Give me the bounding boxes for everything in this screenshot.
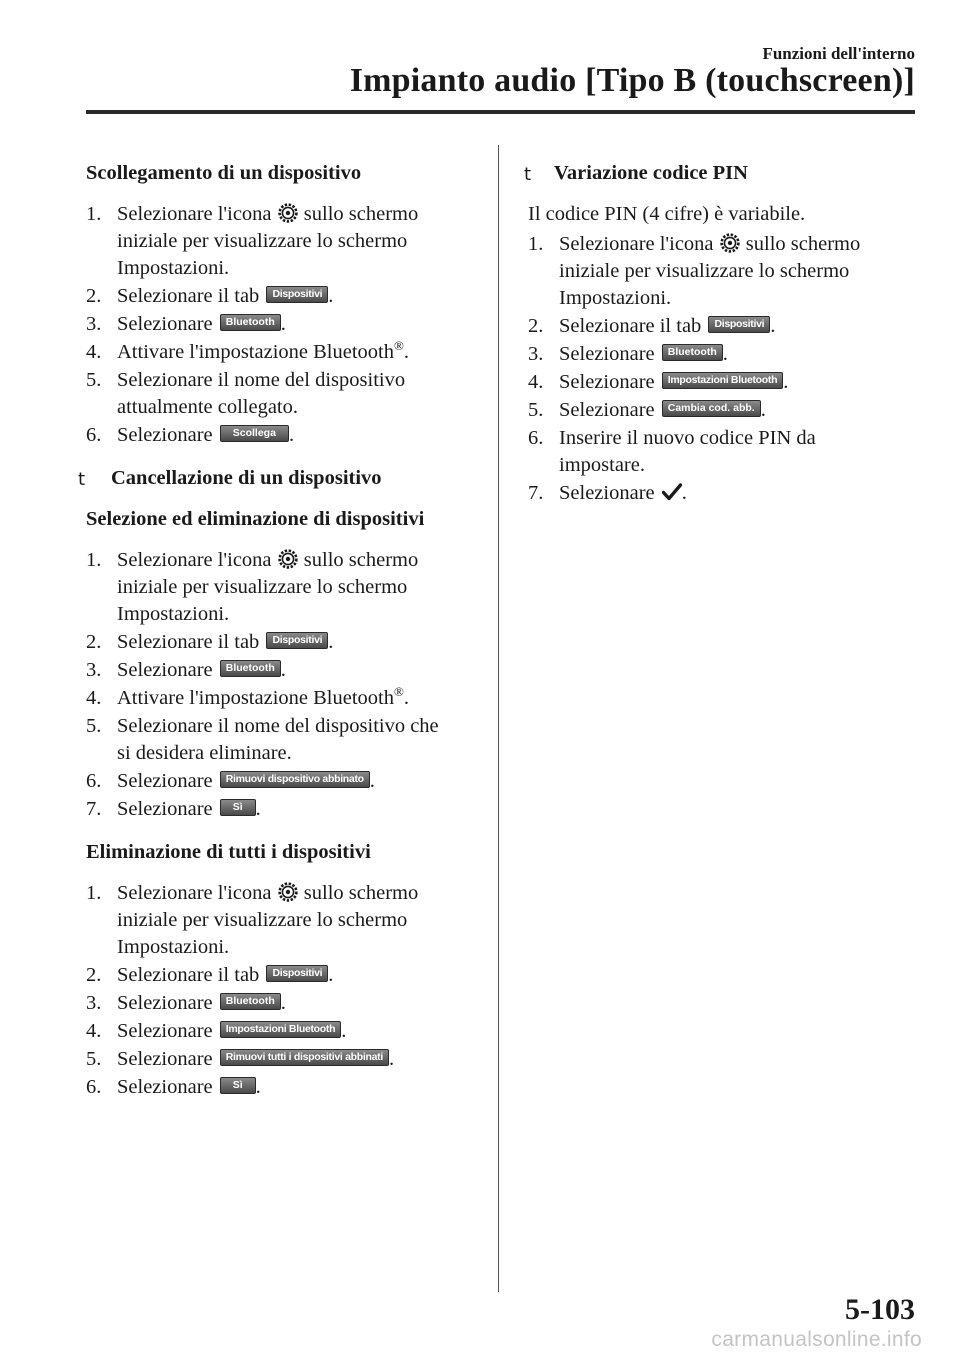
left-column xyxy=(78,160,481,1117)
period: . xyxy=(760,399,766,421)
period: . xyxy=(722,343,728,365)
step-text: iniziale per visualizzare lo schermo xyxy=(117,230,408,252)
list-item xyxy=(86,629,481,656)
step-text: Selezionare xyxy=(117,424,213,446)
step-number: 1. xyxy=(528,233,544,255)
step-text: Selezionare l'icona xyxy=(117,882,272,904)
period: . xyxy=(403,687,409,709)
step-number: 4. xyxy=(86,341,102,363)
step-text: Selezionare xyxy=(117,798,213,820)
period: . xyxy=(328,631,334,653)
step-number: 7. xyxy=(528,482,544,504)
step-number: 4. xyxy=(86,1020,102,1042)
delete-all-steps xyxy=(86,880,481,1101)
step-text: Selezionare il tab xyxy=(117,964,260,986)
period: . xyxy=(280,659,286,681)
list-item xyxy=(528,425,914,479)
header-section-label: Funzioni dell'interno xyxy=(762,44,915,63)
period: . xyxy=(403,341,409,363)
step-text: iniziale per visualizzare lo schermo xyxy=(117,576,408,598)
bluetooth-settings-button: Impostazioni Bluetooth xyxy=(662,372,783,389)
period: . xyxy=(770,315,776,337)
step-number: 1. xyxy=(86,882,102,904)
dispositivi-button: Dispositivi xyxy=(266,286,328,303)
step-text: sullo schermo xyxy=(303,882,419,904)
remove-paired-device-button: Rimuovi dispositivo abbinato xyxy=(220,771,370,788)
step-text: Selezionare xyxy=(559,482,655,504)
step-text: Selezionare il nome del dispositivo xyxy=(117,369,406,391)
column-divider xyxy=(498,145,499,1292)
step-text: sullo schermo xyxy=(303,549,419,571)
step-text: attualmente collegato. xyxy=(117,396,299,418)
step-text: Selezionare xyxy=(559,399,655,421)
gear-icon xyxy=(278,203,298,223)
list-item xyxy=(528,231,914,312)
step-text: Selezionare xyxy=(117,659,213,681)
list-item xyxy=(528,369,914,396)
list-item xyxy=(86,367,481,421)
period: . xyxy=(388,1048,395,1070)
step-number: 6. xyxy=(86,424,102,446)
page-number: 5-103 xyxy=(845,1293,915,1326)
select-delete-steps xyxy=(86,547,481,823)
step-text: sullo schermo xyxy=(745,233,861,255)
step-number: 4. xyxy=(86,687,102,709)
list-item xyxy=(86,201,481,282)
step-number: 2. xyxy=(86,631,102,653)
checkmark-icon xyxy=(662,483,682,501)
registered-mark: ® xyxy=(393,338,404,354)
dispositivi-button: Dispositivi xyxy=(266,632,328,649)
list-item xyxy=(528,480,914,507)
list-item xyxy=(86,311,481,338)
step-number: 5. xyxy=(528,399,544,421)
list-item xyxy=(86,713,481,767)
step-text: Attivare l'impostazione Bluetooth xyxy=(117,341,394,363)
step-number: 3. xyxy=(86,659,102,681)
section-marker: t xyxy=(78,469,86,490)
step-text: si desidera eliminare. xyxy=(117,742,292,764)
right-column xyxy=(514,160,914,523)
step-text: iniziale per visualizzare lo schermo xyxy=(117,909,408,931)
header-rule xyxy=(86,110,915,114)
pin-section-heading xyxy=(514,160,914,187)
step-number: 2. xyxy=(86,285,102,307)
bluetooth-button: Bluetooth xyxy=(220,993,281,1010)
step-text: Selezionare l'icona xyxy=(117,549,272,571)
list-item xyxy=(86,962,481,989)
pin-steps xyxy=(528,231,914,507)
list-item xyxy=(86,880,481,961)
step-text: Selezionare il tab xyxy=(117,285,260,307)
list-item xyxy=(86,339,481,366)
step-text: Selezionare il tab xyxy=(559,315,702,337)
list-item xyxy=(86,657,481,684)
section-marker: t xyxy=(524,164,532,185)
period: . xyxy=(280,313,286,335)
period: . xyxy=(288,424,295,446)
step-number: 2. xyxy=(528,315,544,337)
step-text: Impostazioni. xyxy=(117,936,230,958)
step-text: Impostazioni. xyxy=(117,257,230,279)
step-text: iniziale per visualizzare lo schermo xyxy=(559,260,850,282)
pin-intro: Il codice PIN (4 cifre) è variabile. xyxy=(528,203,806,225)
list-item xyxy=(86,768,481,795)
dispositivi-button: Dispositivi xyxy=(708,316,770,333)
step-text: Selezionare xyxy=(117,1048,213,1070)
period: . xyxy=(341,1020,347,1042)
step-text: Selezionare xyxy=(117,992,213,1014)
step-text: Inserire il nuovo codice PIN da xyxy=(559,427,816,449)
step-text: Selezionare il nome del dispositivo che xyxy=(117,715,439,737)
period: . xyxy=(255,798,261,820)
bluetooth-button: Bluetooth xyxy=(662,344,723,361)
deletion-heading-text: Cancellazione di un dispositivo xyxy=(111,467,382,489)
gear-icon xyxy=(278,549,298,569)
period: . xyxy=(280,992,286,1014)
disconnect-heading: Scollegamento di un dispositivo xyxy=(86,162,362,184)
step-number: 5. xyxy=(86,715,102,737)
step-number: 6. xyxy=(528,427,544,449)
change-pin-button: Cambia cod. abb. xyxy=(662,400,761,417)
watermark: carmanualsonline.info xyxy=(711,1328,922,1351)
list-item xyxy=(528,397,914,424)
step-number: 3. xyxy=(86,313,102,335)
yes-button: Sì xyxy=(220,799,256,816)
step-number: 1. xyxy=(86,203,102,225)
period: . xyxy=(369,770,375,792)
list-item xyxy=(86,547,481,628)
deletion-section-heading xyxy=(78,465,481,492)
step-text: Selezionare xyxy=(117,770,213,792)
select-delete-heading: Selezione ed eliminazione di dispositivi xyxy=(86,508,425,530)
step-text: sullo schermo xyxy=(303,203,419,225)
period: . xyxy=(328,964,334,986)
step-text: Selezionare xyxy=(559,371,655,393)
step-number: 4. xyxy=(528,371,544,393)
list-item xyxy=(528,313,914,340)
disconnect-steps xyxy=(86,201,481,449)
gear-icon xyxy=(278,882,298,902)
list-item xyxy=(86,1074,481,1101)
yes-button: Sì xyxy=(220,1077,256,1094)
step-number: 3. xyxy=(528,343,544,365)
list-item xyxy=(86,1046,481,1073)
gear-icon xyxy=(720,233,740,253)
list-item xyxy=(86,685,481,712)
bluetooth-button: Bluetooth xyxy=(220,660,281,677)
step-text: Impostazioni. xyxy=(559,287,672,309)
step-number: 1. xyxy=(86,549,102,571)
pin-heading-text: Variazione codice PIN xyxy=(554,162,748,184)
list-item xyxy=(86,283,481,310)
scollega-button: Scollega xyxy=(220,425,289,442)
step-text: Selezionare l'icona xyxy=(117,203,272,225)
period: . xyxy=(783,371,789,393)
step-number: 3. xyxy=(86,992,102,1014)
list-item xyxy=(86,990,481,1017)
step-number: 5. xyxy=(86,1048,102,1070)
list-item xyxy=(86,796,481,823)
step-text: impostare. xyxy=(559,454,645,476)
step-text: Selezionare xyxy=(117,1020,213,1042)
period: . xyxy=(255,1076,261,1098)
step-text: Selezionare il tab xyxy=(117,631,260,653)
step-text: Selezionare xyxy=(117,1076,213,1098)
delete-all-heading: Eliminazione di tutti i dispositivi xyxy=(86,841,371,863)
bluetooth-button: Bluetooth xyxy=(220,314,281,331)
step-number: 5. xyxy=(86,369,102,391)
step-text: Selezionare xyxy=(559,343,655,365)
dispositivi-button: Dispositivi xyxy=(266,965,328,982)
step-number: 6. xyxy=(86,770,102,792)
remove-all-paired-button: Rimuovi tutti i dispositivi abbinati xyxy=(220,1049,389,1066)
list-item xyxy=(528,341,914,368)
step-text: Attivare l'impostazione Bluetooth xyxy=(117,687,394,709)
step-text: Impostazioni. xyxy=(117,603,230,625)
step-number: 6. xyxy=(86,1076,102,1098)
step-text: Selezionare l'icona xyxy=(559,233,714,255)
step-text: Selezionare xyxy=(117,313,213,335)
bluetooth-settings-button: Impostazioni Bluetooth xyxy=(220,1021,341,1038)
registered-mark: ® xyxy=(393,684,404,700)
step-number: 2. xyxy=(86,964,102,986)
step-number: 7. xyxy=(86,798,102,820)
period: . xyxy=(328,285,334,307)
list-item xyxy=(86,1018,481,1045)
page-title: Impianto audio [Tipo B (touchscreen)] xyxy=(349,62,915,99)
period: . xyxy=(681,482,687,504)
list-item xyxy=(86,422,481,449)
